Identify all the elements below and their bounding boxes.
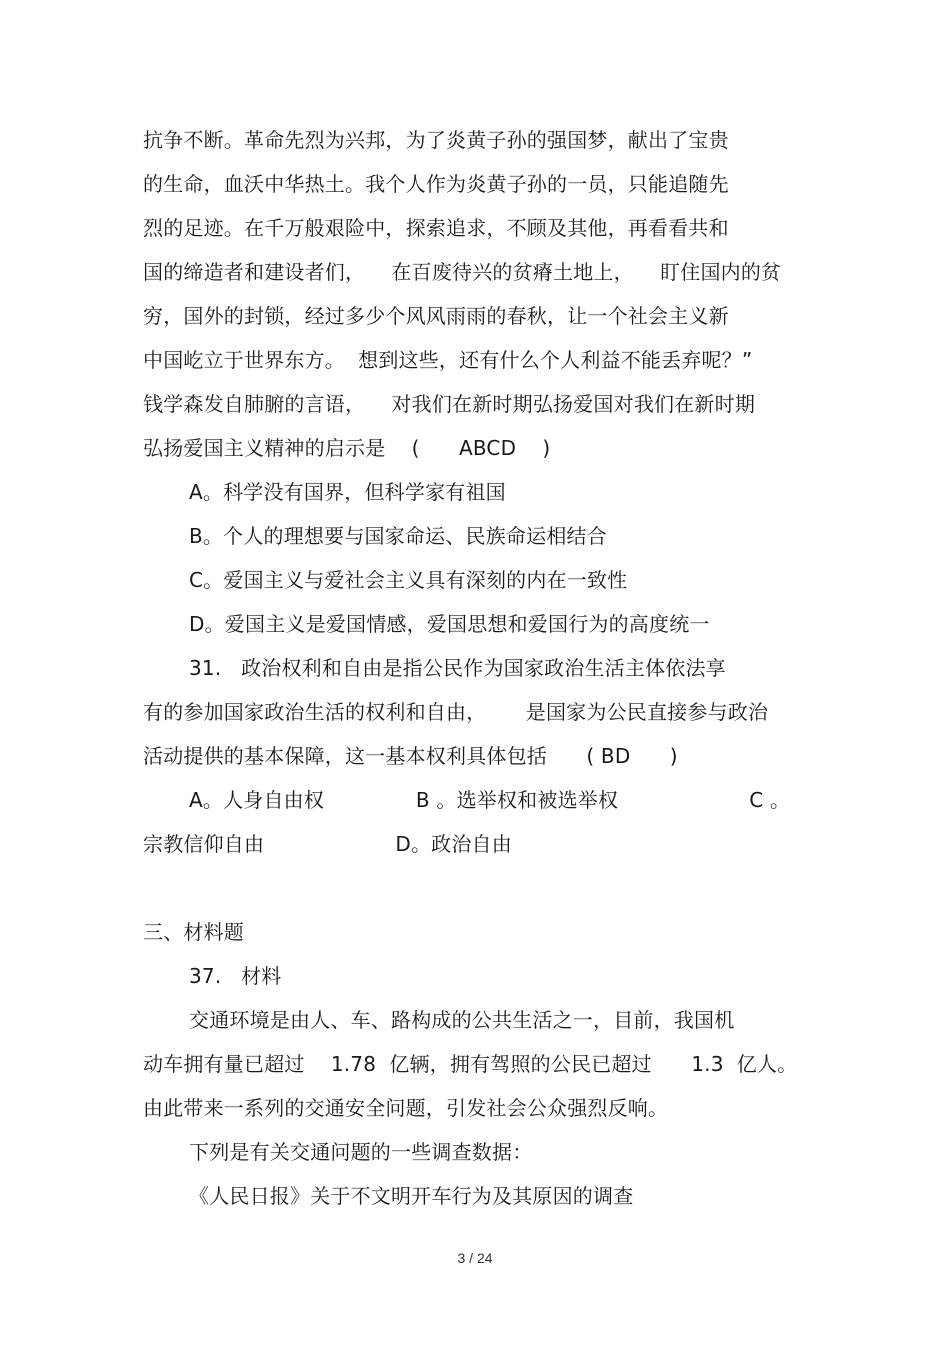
question-37: 37. 材料 bbox=[189, 964, 282, 988]
question-31-answer: 活动提供的基本保障，这一基本权利具体包括 ( BD ) bbox=[143, 744, 678, 768]
text-line: 烈的足迹。在千万般艰险中，探索追求，不顾及其他，再看看共和 bbox=[143, 216, 729, 240]
option-a: A。科学没有国界，但科学家有祖国 bbox=[189, 480, 506, 504]
question-31: 31. 政治权利和自由是指公民作为国家政治生活主体依法享 bbox=[189, 656, 726, 680]
material-paragraph: 动车拥有量已超过 1.78 亿辆，拥有驾照的公民已超过 1.3 亿人。 bbox=[143, 1052, 798, 1076]
text-line: 国的缔造者和建设者们， 在百废待兴的贫瘠土地上， 盯住国内的贫 bbox=[143, 260, 782, 284]
survey-title: 《人民日报》关于不文明开车行为及其原因的调查 bbox=[189, 1184, 634, 1208]
text-line: 中国屹立于世界东方。 想到这些，还有什么个人利益不能丢弃呢？” bbox=[143, 348, 753, 372]
text-line: 抗争不断。革命先烈为兴邦，为了炎黄子孙的强国梦，献出了宝贵 bbox=[143, 128, 729, 152]
options-row: A。人身自由权 B 。选举权和被选举权 C 。 bbox=[189, 788, 791, 812]
section-heading: 三、材料题 bbox=[143, 920, 244, 944]
material-paragraph: 下列是有关交通问题的一些调查数据： bbox=[189, 1140, 533, 1164]
option-b: B。个人的理想要与国家命运、民族命运相结合 bbox=[189, 524, 607, 548]
question-stem-answer: 弘扬爱国主义精神的启示是 ( ABCD ) bbox=[143, 436, 551, 460]
material-paragraph: 由此带来一系列的交通安全问题，引发社会公众强烈反响。 bbox=[143, 1096, 669, 1120]
option-d: D。爱国主义是爱国情感，爱国思想和爱国行为的高度统一 bbox=[189, 612, 710, 636]
option-c: C。爱国主义与爱社会主义具有深刻的内在一致性 bbox=[189, 568, 628, 592]
text-line: 有的参加国家政治生活的权利和自由， 是国家为公民直接参与政治 bbox=[143, 700, 769, 724]
material-paragraph: 交通环境是由人、车、路构成的公共生活之一，目前，我国机 bbox=[189, 1008, 735, 1032]
text-line: 穷，国外的封锁，经过多少个风风雨雨的春秋，让一个社会主义新 bbox=[143, 304, 729, 328]
text-line: 的生命，血沃中华热土。我个人作为炎黄子孙的一员，只能追随先 bbox=[143, 172, 729, 196]
page-number: 3 / 24 bbox=[457, 1250, 493, 1266]
options-row: 宗教信仰自由 D。政治自由 bbox=[143, 832, 512, 856]
text-line: 钱学森发自肺腑的言语， 对我们在新时期弘扬爱国对我们在新时期 bbox=[143, 392, 756, 416]
